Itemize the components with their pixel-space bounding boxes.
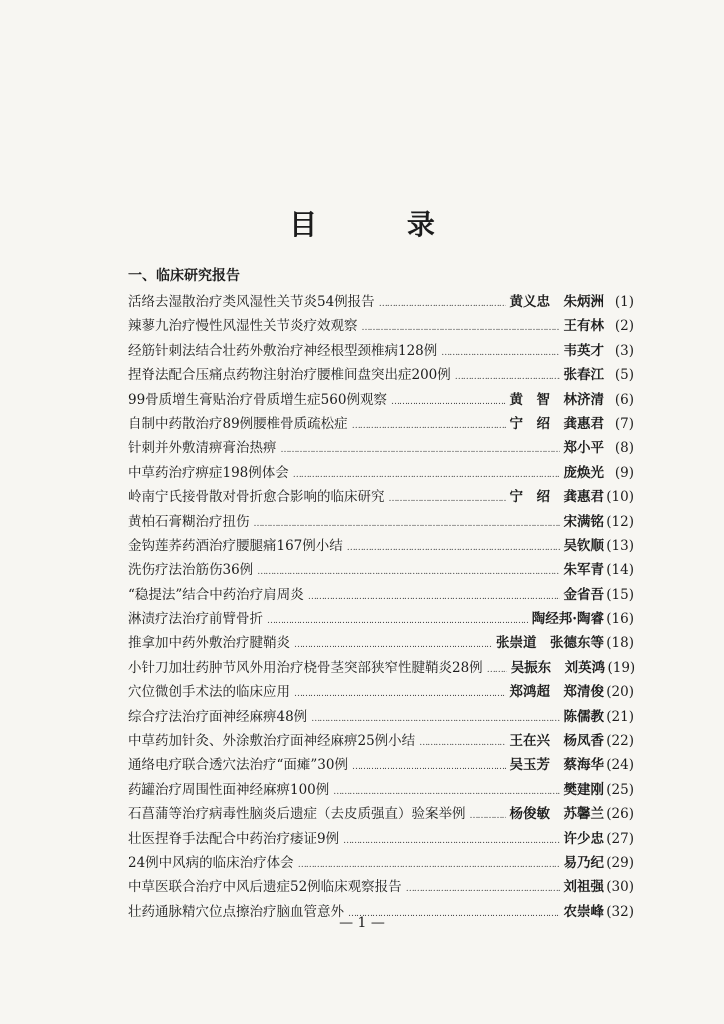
toc-entry	[128, 631, 634, 655]
toc-entry	[128, 851, 634, 875]
toc-entry-title: 捏脊法配合压痛点药物注射治疗腰椎间盘突出症200例	[128, 367, 451, 384]
toc-entry-authors: 吴钦顺	[563, 537, 604, 554]
toc-entry-title: 洗伤疗法治筋伤36例	[128, 562, 254, 579]
toc-entry	[128, 656, 634, 680]
toc-entry-authors: 庞焕光	[563, 464, 604, 481]
leader-dots	[347, 538, 560, 554]
leader-dots	[487, 660, 507, 676]
toc-entry-title: 壮药通脉精穴位点擦治疗脑血管意外	[128, 903, 344, 920]
leader-dots	[406, 879, 560, 895]
toc-entry-page: (25)	[606, 781, 634, 798]
toc-entry-title: 小针刀加壮药肿节风外用治疗桡骨茎突部狭窄性腱鞘炎28例	[128, 659, 483, 676]
toc-entry	[128, 485, 634, 509]
leader-dots	[362, 318, 560, 334]
toc-entry-authors: 宁 绍 龚惠君	[509, 415, 604, 432]
toc-entry	[128, 753, 634, 777]
leader-dots	[267, 611, 528, 627]
toc-entry-authors: 易乃纪	[563, 854, 604, 871]
leader-dots	[294, 635, 492, 651]
toc-entry-authors: 张春江	[563, 367, 604, 384]
leader-dots	[311, 709, 559, 725]
toc-entry-authors: 吴振东 刘英鸿	[510, 659, 606, 676]
toc-entry-title: 通络电疗联合透穴法治疗“面瘫”30例	[128, 757, 348, 774]
leader-dots	[293, 465, 560, 481]
toc-entry-page: (16)	[606, 611, 634, 628]
toc-entry-title: 24例中风病的临床治疗体会	[128, 854, 294, 871]
toc-entry-page: (3)	[614, 342, 634, 359]
leader-dots	[281, 440, 560, 456]
toc-entry-page: (7)	[614, 415, 634, 432]
toc-entry	[128, 802, 634, 826]
toc-entry-page: (10)	[606, 489, 634, 506]
toc-entry-page: (24)	[606, 757, 634, 774]
toc-entry	[128, 436, 634, 460]
toc-entry	[128, 534, 634, 558]
toc-entry-title: 穴位微创手术法的临床应用	[128, 684, 290, 701]
toc-entry-title: 中草医联合治疗中风后遗症52例临床观察报告	[128, 879, 402, 896]
toc-entry-title: 壮医捏脊手法配合中药治疗痿证9例	[128, 830, 340, 847]
toc-entry-title: 药罐治疗周围性面神经麻痹100例	[128, 781, 330, 798]
toc-entry	[128, 583, 634, 607]
leader-dots	[470, 806, 506, 822]
toc-entry-title: 中草药治疗痹症198例体会	[128, 464, 289, 481]
toc-entry-authors: 张崇道 张德东等	[496, 635, 604, 652]
toc-entry-authors: 郑小平	[563, 440, 604, 457]
leader-dots	[254, 514, 560, 530]
toc-entry	[128, 827, 634, 851]
toc-entry-page: (14)	[606, 562, 634, 579]
toc-entry-authors: 宁 绍 龚惠君	[509, 489, 604, 506]
leader-dots	[352, 416, 506, 432]
toc-entry	[128, 363, 634, 387]
toc-entry-title: 黄柏石膏糊治疗扭伤	[128, 513, 250, 530]
leader-dots	[379, 294, 506, 310]
leader-dots	[298, 855, 560, 871]
toc-entry-page: (27)	[606, 830, 634, 847]
toc-entry-authors: 朱军青	[563, 562, 604, 579]
toc-entry	[128, 778, 634, 802]
toc-entry-title: 推拿加中药外敷治疗腱鞘炎	[128, 635, 290, 652]
toc-entry	[128, 510, 634, 534]
toc-entry-authors: 樊建刚	[563, 781, 604, 798]
toc-entry	[128, 680, 634, 704]
toc-entry-title: 活络去湿散治疗类风湿性关节炎54例报告	[128, 294, 375, 310]
toc-entry-title: 针刺并外敷清痹膏治热痹	[128, 440, 277, 457]
toc-entry-page: (5)	[614, 367, 634, 384]
leader-dots	[333, 782, 559, 798]
leader-dots	[455, 367, 560, 383]
toc-entry-title: “稳提法”结合中药治疗肩周炎	[128, 586, 304, 603]
toc-entry-page: (6)	[614, 391, 634, 408]
leader-dots	[391, 392, 506, 408]
toc-entry-authors: 王在兴 杨凤香	[509, 733, 604, 750]
toc-entry-page: (21)	[606, 708, 634, 725]
toc-entry-title: 辣蓼九治疗慢性风湿性关节炎疗效观察	[128, 318, 358, 335]
toc-entry	[128, 607, 634, 631]
toc-entry-page: (13)	[606, 537, 634, 554]
toc-entry-title: 99骨质增生膏贴治疗骨质增生症560例观察	[128, 391, 387, 408]
toc-entry-title: 岭南宁氏接骨散对骨折愈合影响的临床研究	[128, 489, 385, 506]
toc-entry-page: (2)	[614, 318, 634, 335]
toc-entry-authors: 黄 智 林济清	[509, 391, 604, 408]
toc-entry-page: (19)	[607, 659, 636, 676]
section-heading: 一、临床研究报告	[128, 268, 240, 284]
toc-entry-authors: 杨俊敏 苏馨兰	[509, 806, 604, 823]
toc-entry-page: (8)	[614, 440, 634, 457]
toc-entry	[128, 290, 634, 314]
toc-entry-page: (1)	[614, 294, 634, 310]
toc-entry	[128, 339, 634, 363]
leader-dots	[308, 587, 560, 603]
leader-dots	[294, 684, 506, 700]
toc-entry-authors: 许少忠	[563, 830, 604, 847]
toc-entry-authors: 韦英才	[563, 342, 604, 359]
toc-entry-page: (26)	[606, 806, 634, 823]
toc-entry-authors: 陈儒教	[563, 708, 604, 725]
toc-entry-page: (22)	[606, 733, 634, 750]
toc-entry-page: (9)	[614, 464, 634, 481]
toc-entry-page: (15)	[606, 586, 634, 603]
toc-entry	[128, 388, 634, 412]
toc-entry-page: (20)	[606, 684, 634, 701]
toc-entry	[128, 461, 634, 485]
toc-entry-title: 综合疗法治疗面神经麻痹48例	[128, 708, 308, 725]
toc-entry-page: (30)	[606, 879, 634, 896]
toc-entry	[128, 412, 634, 436]
leader-dots	[257, 562, 559, 578]
toc-entry	[128, 705, 634, 729]
table-of-contents	[128, 290, 634, 924]
leader-dots	[419, 733, 505, 749]
toc-entry-title: 金钩莲荞药酒治疗腰腿痛167例小结	[128, 537, 343, 554]
toc-entry-authors: 刘祖强	[563, 879, 604, 896]
toc-entry-authors: 陶经邦·陶睿	[531, 611, 604, 628]
toc-entry	[128, 558, 634, 582]
toc-entry	[128, 314, 634, 338]
page-title: 目 录	[289, 208, 475, 241]
toc-entry-authors: 王有林	[563, 318, 604, 335]
leader-dots	[389, 489, 506, 505]
toc-entry-title: 石菖蒲等治疗病毒性脑炎后遗症（去皮质强直）验案举例	[128, 806, 466, 823]
leader-dots	[343, 831, 559, 847]
toc-entry-page: (12)	[606, 513, 634, 530]
toc-entry-title: 淋渍疗法治疗前臂骨折	[128, 611, 263, 628]
toc-entry-authors: 宋满铭	[563, 513, 604, 530]
toc-entry	[128, 729, 634, 753]
toc-entry-page: (32)	[606, 903, 634, 920]
leader-dots	[352, 757, 506, 773]
toc-entry-authors: 金省吾	[563, 586, 604, 603]
toc-entry-authors: 黄义忠 朱炳洲	[509, 294, 604, 310]
toc-entry-title: 中草药加针灸、外涂敷治疗面神经麻痹25例小结	[128, 733, 416, 750]
toc-entry-authors: 农崇峰	[563, 903, 604, 920]
toc-entry-page: (29)	[606, 854, 634, 871]
page-number: — 1 —	[339, 915, 385, 931]
toc-entry-authors: 郑鸿超 郑清俊	[509, 684, 604, 701]
toc-entry-page: (18)	[606, 635, 634, 652]
toc-entry-authors: 吴玉芳 蔡海华	[509, 757, 604, 774]
leader-dots	[441, 343, 559, 359]
toc-entry	[128, 875, 634, 899]
toc-entry-title: 自制中药散治疗89例腰椎骨质疏松症	[128, 415, 348, 432]
toc-entry-title: 经筋针刺法结合壮药外敷治疗神经根型颈椎病128例	[128, 342, 438, 359]
